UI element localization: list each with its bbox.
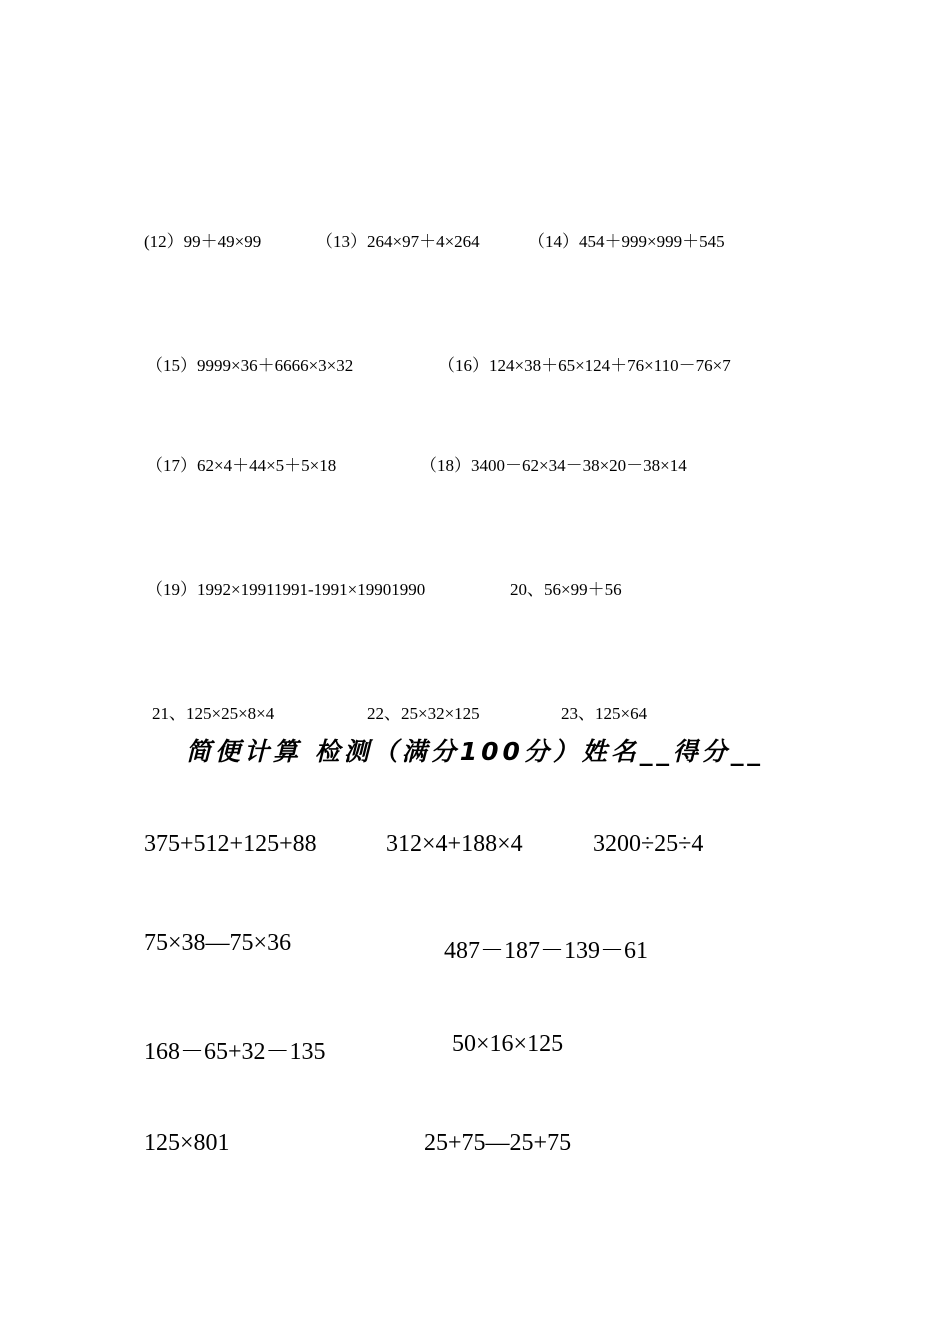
test-problem-4: 75×38—75×36	[144, 930, 292, 956]
problem-16: （16）124×38＋65×124＋76×110－76×7	[438, 356, 731, 375]
problem-17: （17）62×4＋44×5＋5×18	[146, 456, 337, 475]
test-title: 简便计算 检测（满分100分）姓名__得分__	[186, 737, 764, 766]
problem-20: 20、56×99＋56	[510, 580, 622, 599]
problem-12: (12）99＋49×99	[144, 232, 262, 251]
problem-19: （19）1992×19911991-1991×19901990	[146, 580, 426, 599]
problem-22: 22、25×32×125	[367, 704, 480, 723]
problem-13: （13）264×97＋4×264	[316, 232, 480, 251]
test-problem-8: 125×801	[144, 1130, 230, 1156]
test-problem-2: 312×4+188×4	[386, 831, 523, 857]
test-problem-3: 3200÷25÷4	[593, 831, 704, 857]
problem-21: 21、125×25×8×4	[152, 704, 275, 723]
test-problem-6: 168－65+32－135	[144, 1039, 326, 1065]
test-problem-7: 50×16×125	[452, 1031, 564, 1057]
problem-23: 23、125×64	[561, 704, 648, 723]
test-problem-5: 487－187－139－61	[444, 938, 648, 964]
problem-15: （15）9999×36＋6666×3×32	[146, 356, 354, 375]
problem-18: （18）3400－62×34－38×20－38×14	[420, 456, 687, 475]
problem-14: （14）454＋999×999＋545	[528, 232, 725, 251]
test-problem-1: 375+512+125+88	[144, 831, 317, 857]
test-problem-9: 25+75—25+75	[424, 1130, 572, 1156]
